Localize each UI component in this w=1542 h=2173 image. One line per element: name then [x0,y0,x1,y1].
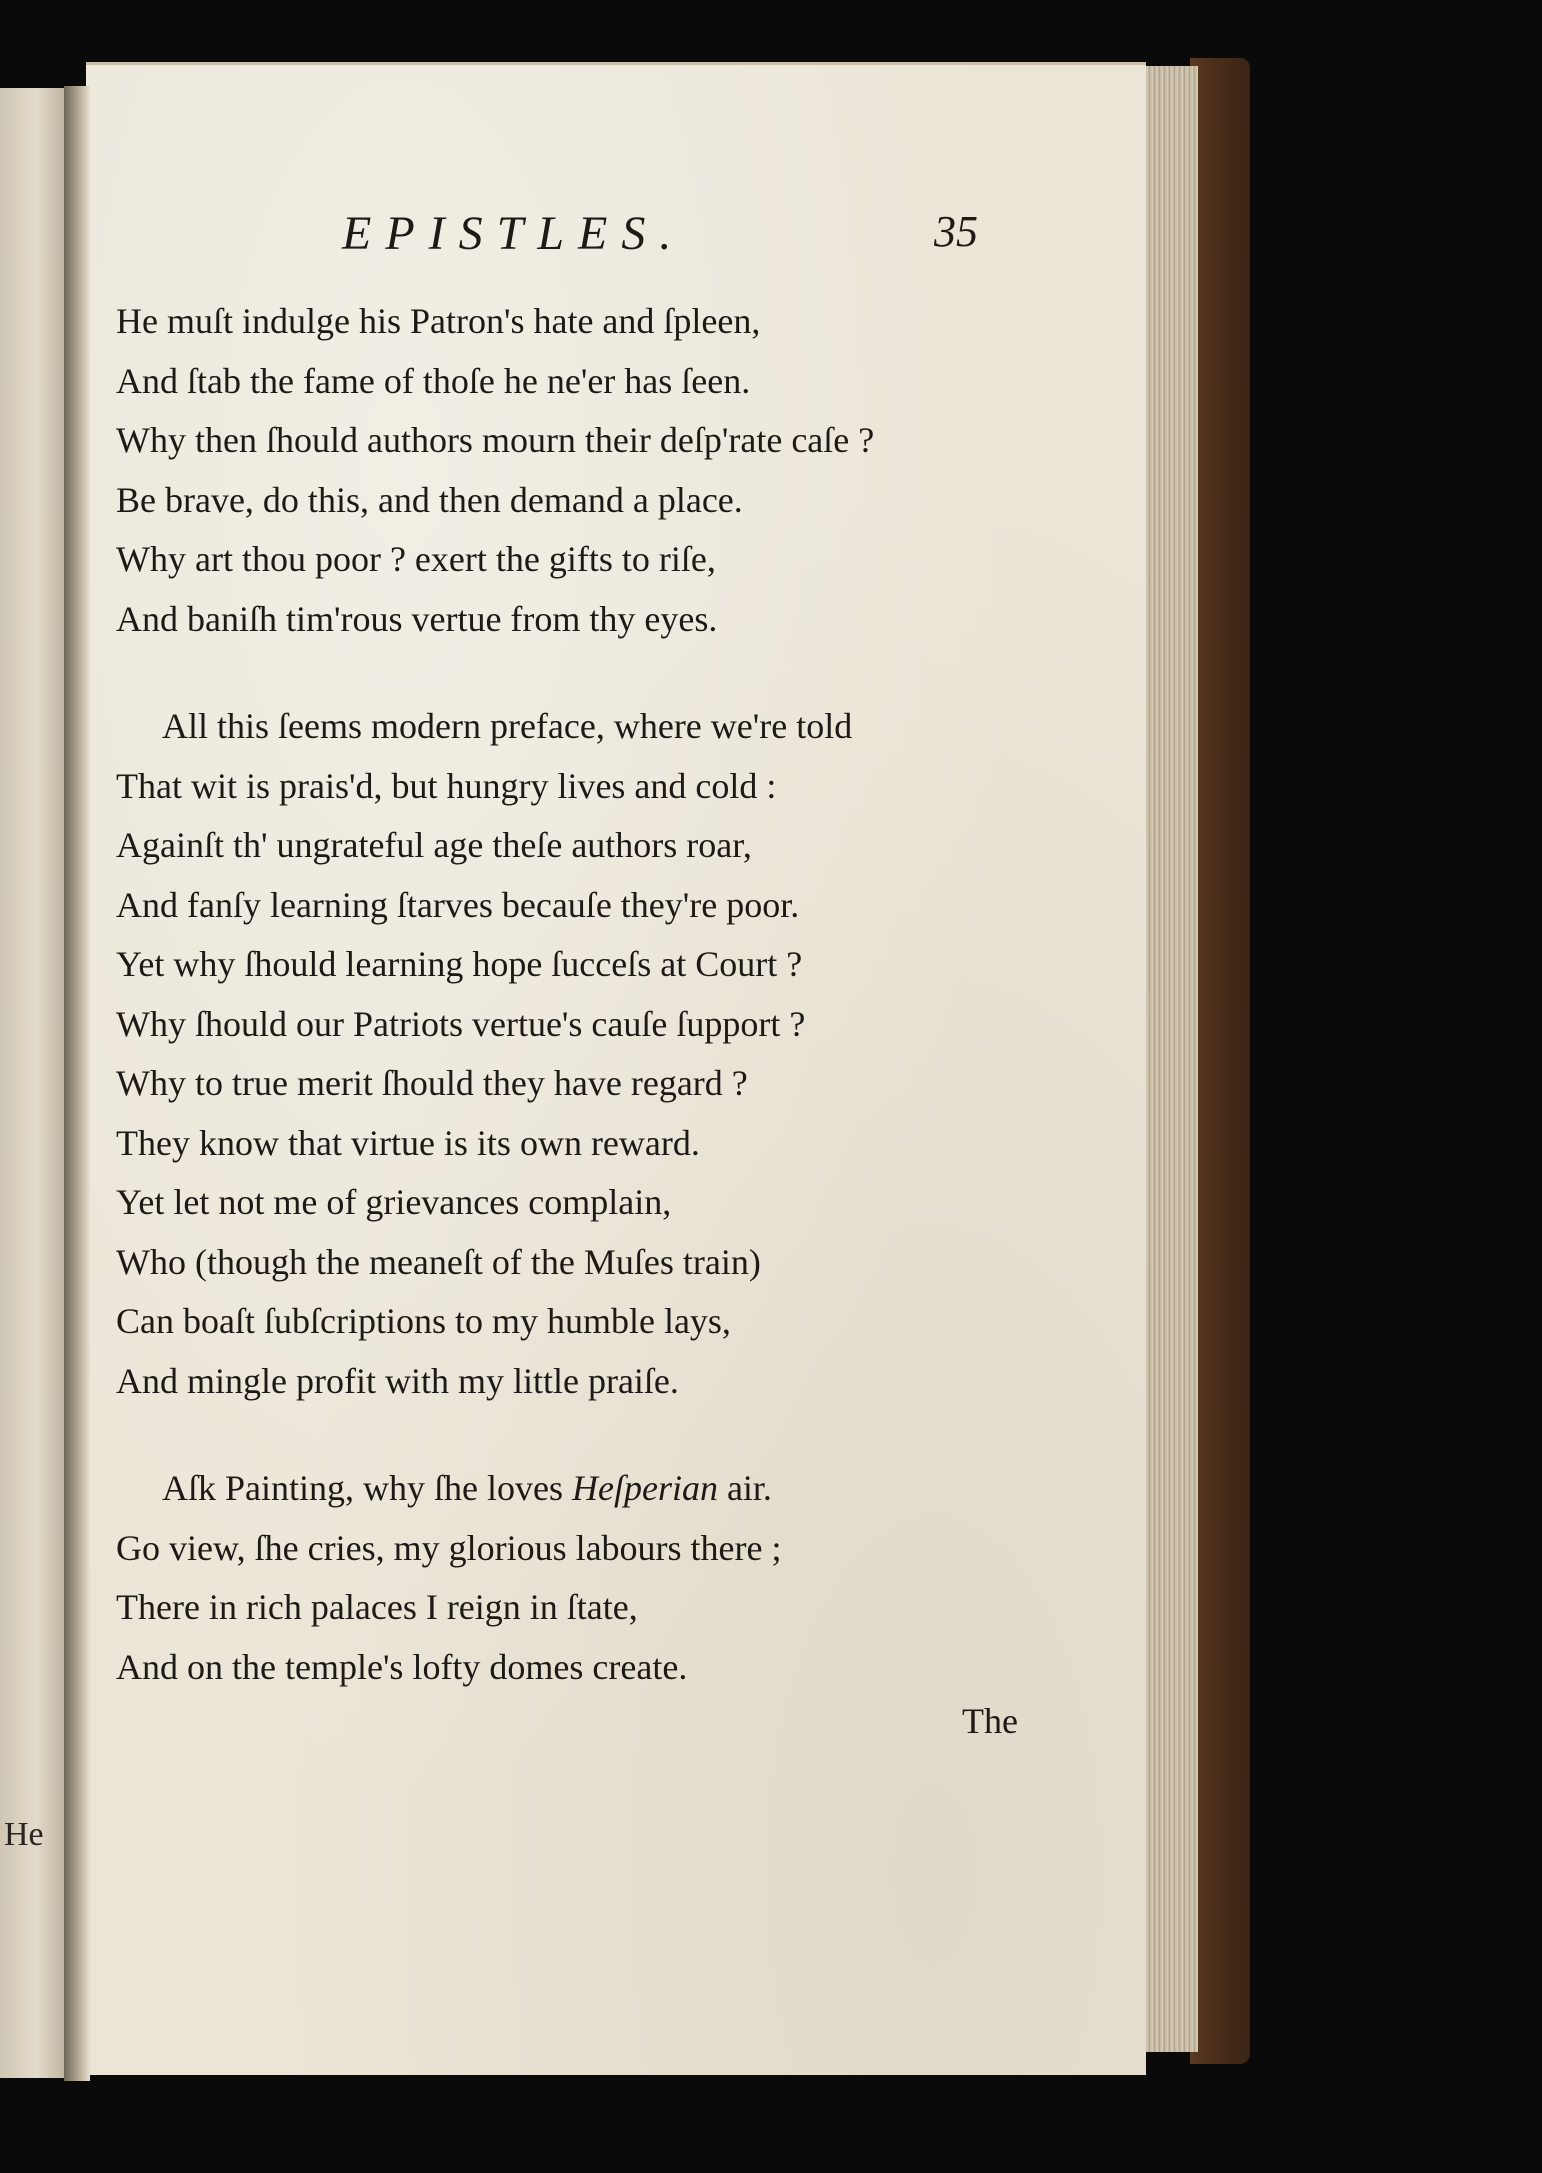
verse-line: And on the temple's lofty domes create. [116,1646,688,1687]
poem-text [116,292,1076,1745]
verse-line: And ſtab the fame of thoſe he ne'er has ſeen. [116,360,751,401]
verse-line: Yet why ſhould learning hope ſucceſs at Court ? [116,944,803,984]
verse-text: air. [717,1468,772,1508]
verse-line: That wit is prais'd, but hungry lives and cold : [116,765,777,806]
verse-line [116,1459,1076,1519]
verse-line: And mingle profit with my little praiſe. [116,1360,679,1401]
running-head-title: EPISTLES. [342,207,686,260]
stanza-1 [116,292,1076,649]
verse-line: He muſt indulge his Patron's hate and ſpleen, [116,301,761,341]
verse-line: There in rich palaces I reign in ſtate, [116,1587,638,1627]
page-number: 35 [934,207,978,256]
gutter-shadow [64,86,90,2081]
facing-page-catchword: He [4,1816,44,1853]
verse-line: And fanſy learning ſtarves becauſe they're poor. [116,884,800,925]
verse-line: Who (though the meaneſt of the Muſes train) [116,1241,761,1282]
verse-line: And baniſh tim'rous vertue from thy eyes. [116,598,718,639]
stanza-3 [116,1459,1076,1697]
facing-page [0,88,68,2078]
stanza-2 [116,697,1076,1411]
verse-line: Why ſhould our Patriots vertue's cauſe ſupport ? [116,1003,806,1044]
verse-line: Yet let not me of grievances complain, [116,1182,672,1222]
verse-line: Why art thou poor ? exert the gifts to riſe, [116,539,716,579]
verse-line: They know that virtue is its own reward. [116,1122,700,1163]
verse-line: Why to true merit ſhould they have regard ? [116,1063,748,1103]
catchword: The [962,1701,1018,1741]
verse-line: Be brave, do this, and then demand a place. [116,479,743,520]
verse-line: Go view, ſhe cries, my glorious labours there ; [116,1527,782,1568]
running-head [0,206,1542,266]
verse-line: Can boaſt ſubſcriptions to my humble lays, [116,1301,731,1341]
verse-line: All this ſeems modern preface, where we're told [162,706,853,746]
verse-text: Aſk Painting, why ſhe loves [162,1468,572,1508]
italic-word: Heſperian [571,1468,718,1508]
verse-line: Againſt th' ungrateful age theſe authors roar, [116,825,752,865]
verse-line: Why then ſhould authors mourn their deſp'rate caſe ? [116,420,875,460]
book-cover-edge [1190,58,1250,2064]
